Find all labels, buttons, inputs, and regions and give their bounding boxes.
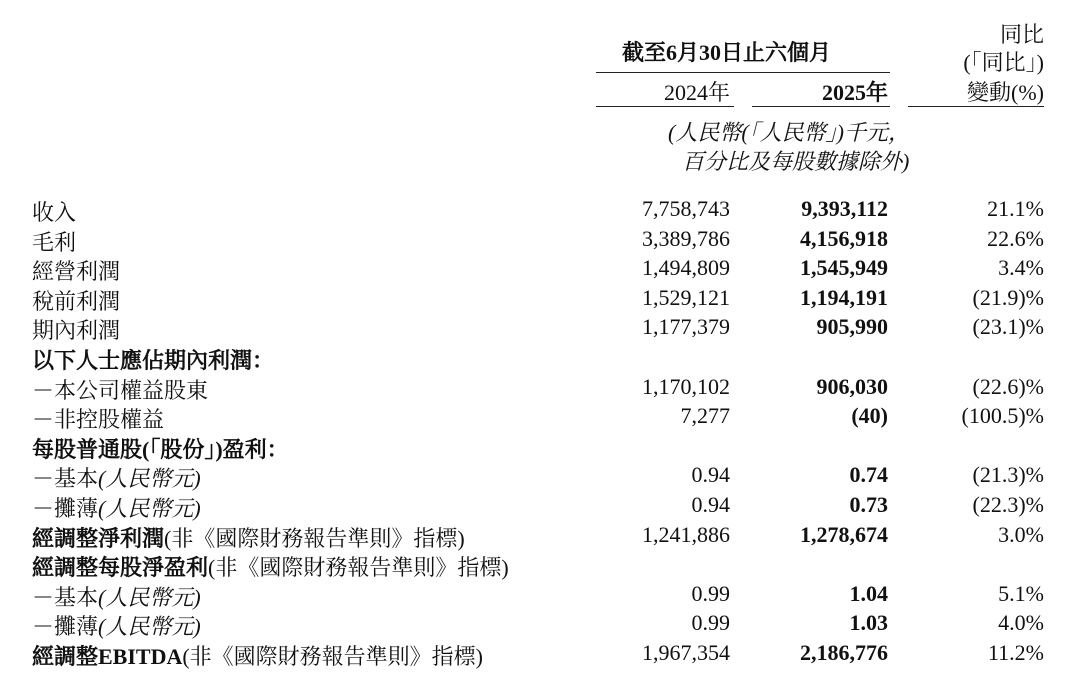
period-header: 截至6月30日止六個月 bbox=[622, 40, 832, 65]
row-label bbox=[32, 640, 483, 671]
row-label-text: 毛利 bbox=[32, 230, 77, 255]
value-yoy: 21.1% bbox=[987, 196, 1044, 221]
value-yoy: (100.5)% bbox=[961, 403, 1044, 428]
value-2024: 1,177,379 bbox=[642, 314, 730, 339]
yoy-rule bbox=[908, 106, 1044, 107]
row-label bbox=[32, 196, 76, 227]
row-label-unit: (人民幣元) bbox=[98, 496, 201, 521]
value-2024: 7,277 bbox=[680, 403, 730, 428]
value-2025: 1.04 bbox=[849, 581, 888, 606]
row-label bbox=[32, 433, 289, 464]
row-label bbox=[32, 522, 465, 553]
row-label bbox=[32, 610, 201, 641]
row-label-bold: 經調整淨利潤 bbox=[32, 526, 165, 551]
value-2024: 0.94 bbox=[691, 492, 730, 517]
period-rule bbox=[596, 72, 890, 73]
value-yoy: (23.1)% bbox=[972, 314, 1044, 339]
value-yoy: 4.0% bbox=[998, 610, 1044, 635]
value-2024: 1,494,809 bbox=[642, 255, 730, 280]
yoy-header-line1: 同比 bbox=[999, 22, 1044, 47]
row-label-text: －攤薄 bbox=[32, 614, 99, 639]
value-yoy: (21.9)% bbox=[972, 285, 1044, 310]
value-2024: 0.99 bbox=[691, 610, 730, 635]
row-label-text: 以下人士應佔期內利潤： bbox=[32, 348, 275, 373]
value-2025: 906,030 bbox=[816, 374, 888, 399]
row-label-bold: 經調整EBITDA bbox=[32, 644, 183, 669]
row-label-text: 經營利潤 bbox=[32, 259, 121, 284]
row-label-unit: (人民幣元) bbox=[98, 614, 201, 639]
year-2024-rule bbox=[596, 106, 734, 107]
yoy-header-line3: 變動(%) bbox=[967, 80, 1044, 105]
unit-note-line2: 百分比及每股數據除外) bbox=[682, 149, 910, 174]
row-label bbox=[32, 462, 201, 493]
value-yoy: (21.3)% bbox=[972, 462, 1044, 487]
row-label bbox=[32, 492, 201, 523]
value-2024: 1,529,121 bbox=[642, 285, 730, 310]
row-label-text: －攤薄 bbox=[32, 496, 99, 521]
value-2025: 1,545,949 bbox=[800, 255, 888, 280]
value-2024: 0.99 bbox=[691, 581, 730, 606]
year-2024-header: 2024年 bbox=[663, 80, 730, 105]
value-yoy: (22.6)% bbox=[972, 374, 1044, 399]
row-label-note: (非《國際財務報告準則》指標) bbox=[208, 555, 509, 580]
unit-note-line1: (人民幣(「人民幣」)千元， bbox=[668, 120, 910, 145]
value-2024: 7,758,743 bbox=[642, 196, 730, 221]
value-yoy: 5.1% bbox=[998, 581, 1044, 606]
value-yoy: 3.4% bbox=[998, 255, 1044, 280]
row-label bbox=[32, 374, 208, 405]
row-label-text: 稅前利潤 bbox=[32, 289, 121, 314]
row-label-text: 每股普通股(「股份」)盈利： bbox=[32, 437, 289, 462]
value-yoy: 22.6% bbox=[987, 226, 1044, 251]
value-2025: 1,194,191 bbox=[800, 285, 888, 310]
value-2024: 1,241,886 bbox=[642, 522, 730, 547]
row-label-bold: 經調整每股淨盈利 bbox=[32, 555, 209, 580]
value-2024: 1,170,102 bbox=[642, 374, 730, 399]
row-label-note: (非《國際財務報告準則》指標) bbox=[164, 526, 465, 551]
row-label bbox=[32, 255, 120, 286]
value-yoy: 3.0% bbox=[998, 522, 1044, 547]
row-label bbox=[32, 314, 120, 345]
row-label-unit: (人民幣元) bbox=[98, 585, 201, 610]
year-2025-rule bbox=[752, 106, 890, 107]
value-2024: 1,967,354 bbox=[642, 640, 730, 665]
row-label-text: 收入 bbox=[32, 200, 77, 225]
year-2025-header: 2025年 bbox=[821, 80, 888, 105]
value-2025: 1.03 bbox=[849, 610, 888, 635]
value-2025: 1,278,674 bbox=[800, 522, 888, 547]
row-label bbox=[32, 226, 76, 257]
row-label-note: (非《國際財務報告準則》指標) bbox=[182, 644, 484, 669]
value-2025: 2,186,776 bbox=[800, 640, 888, 665]
row-label-text: －基本 bbox=[32, 466, 99, 491]
value-yoy: (22.3)% bbox=[972, 492, 1044, 517]
value-2024: 3,389,786 bbox=[642, 226, 730, 251]
row-label bbox=[32, 285, 120, 316]
row-label-text: －基本 bbox=[32, 585, 99, 610]
row-label bbox=[32, 581, 201, 612]
value-2025: (40) bbox=[851, 403, 888, 428]
yoy-header-line2: (「同比」) bbox=[963, 50, 1044, 75]
value-2025: 0.73 bbox=[849, 492, 888, 517]
row-label-text: －本公司權益股東 bbox=[32, 378, 209, 403]
row-label bbox=[32, 403, 164, 434]
row-label-text: 期內利潤 bbox=[32, 318, 121, 343]
row-label-text: －非控股權益 bbox=[32, 407, 165, 432]
value-2025: 9,393,112 bbox=[801, 196, 888, 221]
value-2025: 905,990 bbox=[816, 314, 888, 339]
value-2024: 0.94 bbox=[691, 462, 730, 487]
value-yoy: 11.2% bbox=[987, 640, 1044, 665]
row-label-unit: (人民幣元) bbox=[98, 466, 201, 491]
value-2025: 0.74 bbox=[849, 462, 888, 487]
value-2025: 4,156,918 bbox=[800, 226, 888, 251]
row-label bbox=[32, 344, 274, 375]
row-label bbox=[32, 551, 509, 582]
